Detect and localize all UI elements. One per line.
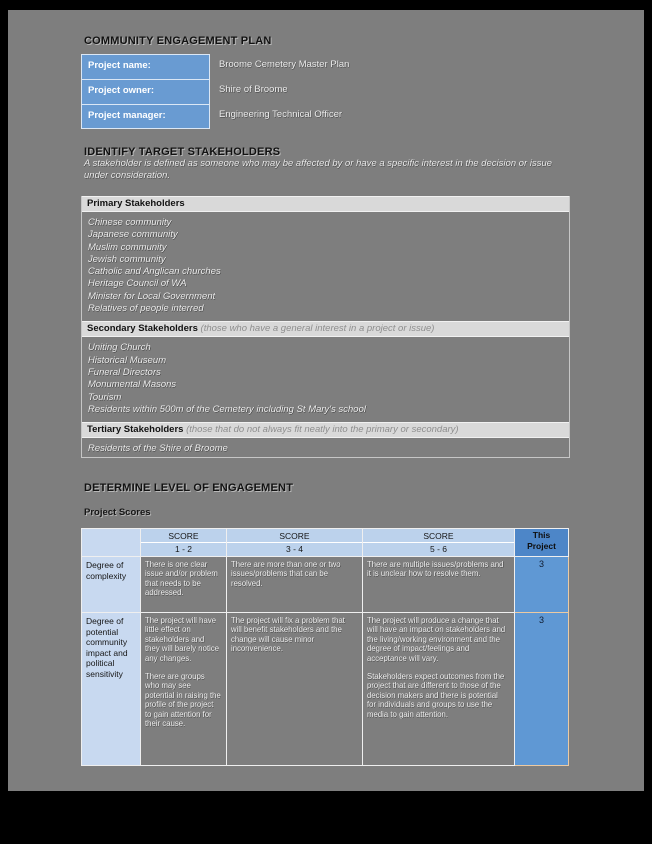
project-owner-label: Project owner: bbox=[81, 79, 210, 104]
tertiary-stakeholders-note: (those that do not always fit neatly into the primary or secondary) bbox=[186, 424, 459, 436]
complexity-row-label: Degree of complexity bbox=[82, 557, 141, 613]
stakeholders-table bbox=[81, 196, 570, 458]
score-1-2-header bbox=[141, 529, 227, 557]
table-row-impact-sensitivity bbox=[82, 613, 569, 766]
project-scores-table bbox=[81, 528, 569, 766]
list-item: Funeral Directors bbox=[88, 366, 161, 378]
project-owner-value: Shire of Broome bbox=[219, 84, 288, 95]
primary-stakeholders-list bbox=[82, 217, 569, 315]
tertiary-stakeholders-list bbox=[82, 443, 569, 455]
list-item: Catholic and Anglican churches bbox=[88, 266, 221, 278]
project-name-label: Project name: bbox=[81, 54, 210, 79]
score-header-label: SCORE bbox=[227, 529, 362, 543]
table-row-complexity bbox=[82, 557, 569, 613]
score-header-range: 3 - 4 bbox=[285, 544, 303, 554]
list-item: Historical Museum bbox=[88, 354, 167, 366]
identify-stakeholders-heading: IDENTIFY TARGET STAKEHOLDERS bbox=[84, 146, 281, 158]
this-project-header-line1: This bbox=[532, 530, 551, 540]
complexity-score-3-4-cell bbox=[227, 557, 363, 613]
list-item: Tourism bbox=[88, 391, 122, 403]
determine-engagement-heading: DETERMINE LEVEL OF ENGAGEMENT bbox=[84, 482, 294, 494]
scores-header-row bbox=[82, 529, 569, 557]
list-item: Residents of the Shire of Broome bbox=[88, 443, 228, 455]
list-item: Residents within 500m of the Cemetery including St Mary's school bbox=[88, 403, 366, 415]
project-name-row bbox=[81, 54, 471, 79]
list-item: Chinese community bbox=[88, 217, 172, 228]
score-5-6-header bbox=[363, 529, 515, 557]
page-title: COMMUNITY ENGAGEMENT PLAN bbox=[84, 35, 272, 47]
corner-header-cell bbox=[82, 529, 141, 557]
score-header-range: 5 - 6 bbox=[429, 544, 447, 554]
score-header-label: SCORE bbox=[141, 529, 226, 543]
complexity-score-1-2-cell bbox=[141, 557, 227, 613]
list-item: Monumental Masons bbox=[88, 379, 177, 391]
cell-paragraph: There is one clear issue and/or problem that needs to be addressed. bbox=[145, 560, 218, 598]
list-item: Uniting Church bbox=[88, 342, 151, 354]
complexity-this-project-score: 3 bbox=[515, 557, 569, 613]
cell-paragraph: The project will produce a change that will have an impact on stakeholders and the living/working environment and the degree of impact/feelings and acceptance will vary. bbox=[367, 616, 506, 663]
stakeholder-definition-text: A stakeholder is defined as someone who may be affected by or have a specific interest in the decision or issue under consideration. bbox=[84, 158, 553, 181]
project-scores-subheading: Project Scores bbox=[84, 507, 151, 518]
impact-score-1-2-cell bbox=[141, 613, 227, 766]
list-item: Relatives of people interred bbox=[88, 303, 204, 315]
cell-paragraph: The project will fix a problem that will benefit stakeholders and the change will cause minor inconvenience. bbox=[231, 616, 345, 654]
list-item: Japanese community bbox=[88, 229, 178, 241]
impact-this-project-score: 3 bbox=[515, 613, 569, 766]
cell-paragraph: There are more than one or two issues/problems that can be resolved. bbox=[231, 560, 341, 588]
project-manager-value: Engineering Technical Officer bbox=[219, 109, 343, 120]
score-header-label: SCORE bbox=[363, 529, 514, 543]
list-item: Minister for Local Government bbox=[88, 290, 216, 302]
complexity-score-5-6-cell bbox=[363, 557, 515, 613]
list-item: Heritage Council of WA bbox=[88, 278, 187, 290]
project-manager-label: Project manager: bbox=[81, 104, 210, 129]
document-page bbox=[8, 10, 644, 791]
secondary-stakeholders-title: Secondary Stakeholders bbox=[87, 323, 198, 335]
this-project-header bbox=[515, 529, 569, 557]
tertiary-stakeholders-header bbox=[82, 422, 569, 438]
this-project-header-line2: Project bbox=[527, 541, 556, 551]
project-info-table bbox=[81, 54, 471, 129]
project-manager-row bbox=[81, 104, 471, 129]
list-item: Muslim community bbox=[88, 241, 167, 253]
score-header-range: 1 - 2 bbox=[174, 544, 192, 554]
list-item: Jewish community bbox=[88, 253, 166, 265]
cell-paragraph: Stakeholders expect outcomes from the project that are different to those of the decision makers and there is potential for individuals and groups to use the media to gain attention. bbox=[367, 672, 505, 719]
score-3-4-header bbox=[227, 529, 363, 557]
secondary-stakeholders-note: (those who have a general interest in a project or issue) bbox=[200, 323, 435, 335]
impact-row-label: Degree of potential community impact and political sensitivity bbox=[82, 613, 141, 766]
impact-score-3-4-cell bbox=[227, 613, 363, 766]
secondary-stakeholders-header bbox=[82, 321, 569, 337]
cell-paragraph: The project will have little effect on stakeholders and they will barely notice any changes. bbox=[145, 616, 220, 663]
primary-stakeholders-title: Primary Stakeholders bbox=[87, 198, 185, 209]
project-owner-row bbox=[81, 79, 471, 104]
secondary-stakeholders-list bbox=[82, 342, 569, 416]
impact-score-5-6-cell bbox=[363, 613, 515, 766]
project-name-value: Broome Cemetery Master Plan bbox=[219, 59, 350, 70]
primary-stakeholders-header bbox=[82, 196, 569, 212]
tertiary-stakeholders-title: Tertiary Stakeholders bbox=[87, 424, 184, 436]
cell-paragraph: There are multiple issues/problems and it is unclear how to resolve them. bbox=[367, 560, 504, 579]
cell-paragraph: There are groups who may see potential in raising the profile of the project to gain attention for their cause. bbox=[145, 672, 221, 729]
